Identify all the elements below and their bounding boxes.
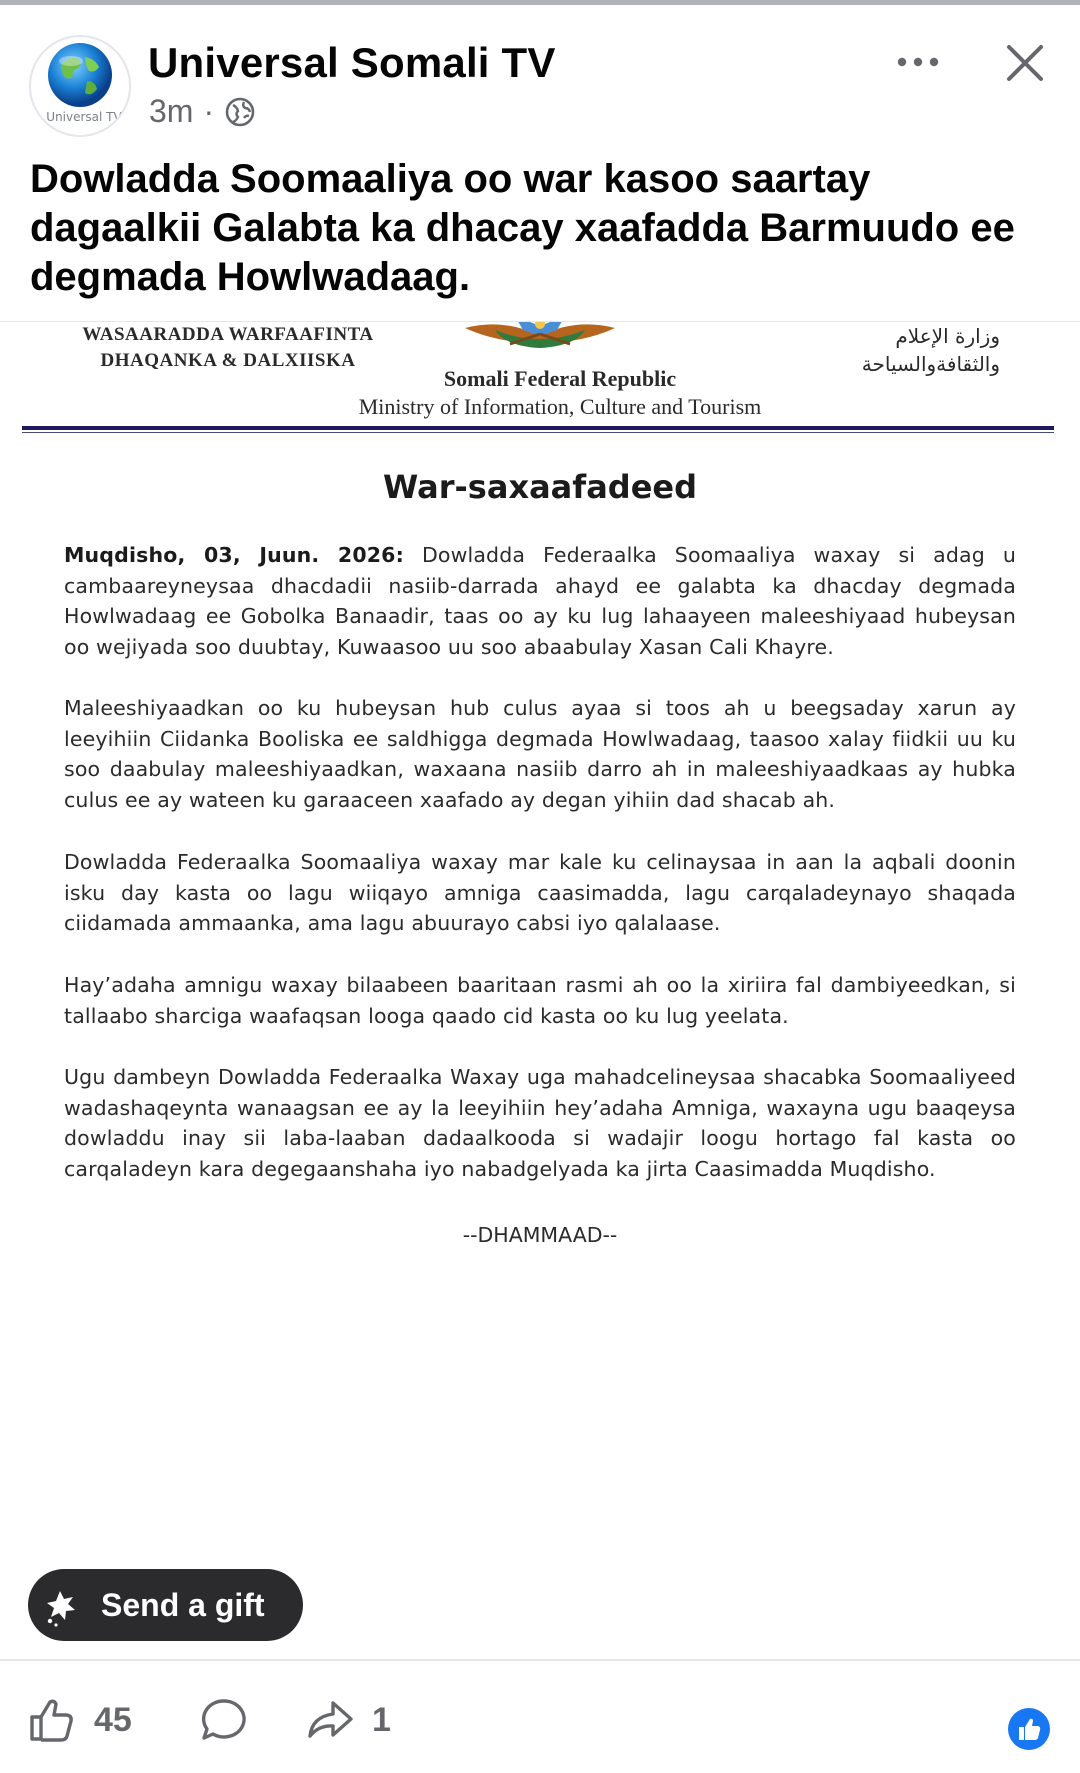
action-bar xyxy=(0,1661,1080,1773)
comment-button[interactable] xyxy=(200,1697,248,1743)
comment-icon xyxy=(200,1697,248,1743)
document-end-mark: --DHAMMAAD-- xyxy=(462,1223,618,1247)
paragraph-3: Dowladda Federaalka Soomaaliya waxay mar kale ku celinaysaa in aan la aqbali doonin isku day kasta oo lagu wiiqayo amniga caasimadda, lagu carqaladeynayo shaqada ciidamada ammaanka, ama lagu abuurayo cabsi iyo qalalaase. xyxy=(64,850,1016,936)
avatar-text: Universal TV xyxy=(46,110,122,124)
post-image-document[interactable] xyxy=(0,321,1080,1652)
letterhead-left-line1: WASAARADDA WARFAAFINTA xyxy=(82,324,374,345)
meta-separator: · xyxy=(203,93,215,129)
send-gift-button[interactable] xyxy=(28,1569,303,1641)
like-count: 45 xyxy=(94,1700,132,1739)
share-button[interactable] xyxy=(306,1697,391,1743)
ministry-name: Ministry of Information, Culture and Tourism xyxy=(358,394,762,419)
like-reaction-icon[interactable] xyxy=(1008,1708,1050,1750)
more-options-button[interactable] xyxy=(888,45,948,85)
dateline: Muqdisho, 03, Juun. 2026: xyxy=(64,543,404,567)
share-count: 1 xyxy=(372,1700,391,1739)
like-button[interactable] xyxy=(28,1697,132,1743)
document-title: War-saxaafadeed xyxy=(382,468,697,506)
paragraph-1-text: Dowladda Federaalka Soomaaliya waxay si adag u cambaareyneysaa dhacdadii nasiib-darrada ahayd ee galabta ka dhacday degmada Howlwadaag ee Gobolka Banaadir, taas oo ay ku lug lahaayeen maleeshiyaad hubeysan oo wejiyada soo duubtay, Kuwaasoo uu soo abaabulay Xasan Cali Khayre. xyxy=(64,543,1016,659)
post-header xyxy=(0,5,1080,315)
paragraph-1 xyxy=(64,540,1016,662)
post-meta xyxy=(149,93,256,130)
letterhead-right-line1: وزارة الإعلام xyxy=(895,324,1000,348)
paragraph-2: Maleeshiyaadkan oo ku hubeysan hub culus ayaa si toos ah u beegsaday xarun ay leeyihiin Ciidanka Booliska ee saldhigga degmada Howlwadaag, taasoo xalay fiidkii uu ku soo daabulay maleeshiyaadkan, waxaana nasiib darro ah in maleeshiyaadkaas ay hubka culus ee ay wateen ku garaaceen xaafado ay degan yihiin dad shacab ah. xyxy=(64,696,1016,812)
paragraph-4: Hay’adaha amnigu waxay bilaabeen baaritaan rasmi ah oo la xiriira fal dambiyeedkan, si tallaabo sharciga waafaqsan looga qaado cid kasta oo ku lug yeelata. xyxy=(64,973,1016,1028)
page-name[interactable]: Universal Somali TV xyxy=(148,39,556,86)
letterhead-right xyxy=(770,322,1000,378)
post-caption: Dowladda Soomaaliya oo war kasoo saartay dagaalkii Galabta ka dhacay xaafadda Barmuudo ee degmada Howlwadaag. xyxy=(30,157,1015,299)
coat-of-arms-emblem xyxy=(455,321,625,366)
letterhead-left-line2: DHAQANKA & DALXIISKA xyxy=(100,350,356,371)
republic-name: Somali Federal Republic xyxy=(443,366,677,391)
post-time[interactable]: 3m xyxy=(149,93,194,129)
letterhead-rule xyxy=(22,426,1054,430)
paragraph-5: Ugu dambeyn Dowladda Federaalka Waxay uga mahadcelineysaa shacabka Soomaaliyeed wadashaqeynta wanaagsan ee ay la leeyihiin hey’adaha Amniga, waxayna ugu baaqeysa dowladdu inay sii laba-laaban dadaalkooda si wadajir loogu hortago fal kasta oo carqaladeyn kara degegaanshaha iyo nabadgelyada ka jirta Caasimadda Muqdisho. xyxy=(64,1065,1016,1181)
close-button[interactable] xyxy=(1003,41,1047,85)
thumbs-up-icon xyxy=(28,1697,76,1743)
page-avatar[interactable] xyxy=(29,35,131,137)
reaction-thumbs-up-icon xyxy=(1008,1708,1050,1750)
globe-icon xyxy=(224,96,256,128)
send-gift-label: Send a gift xyxy=(101,1587,265,1623)
gift-icon xyxy=(44,1585,86,1627)
letterhead-rule-thin xyxy=(22,432,1054,433)
share-icon xyxy=(306,1697,354,1743)
letterhead-right-line2: والثقافةوالسياحة xyxy=(861,352,1000,376)
